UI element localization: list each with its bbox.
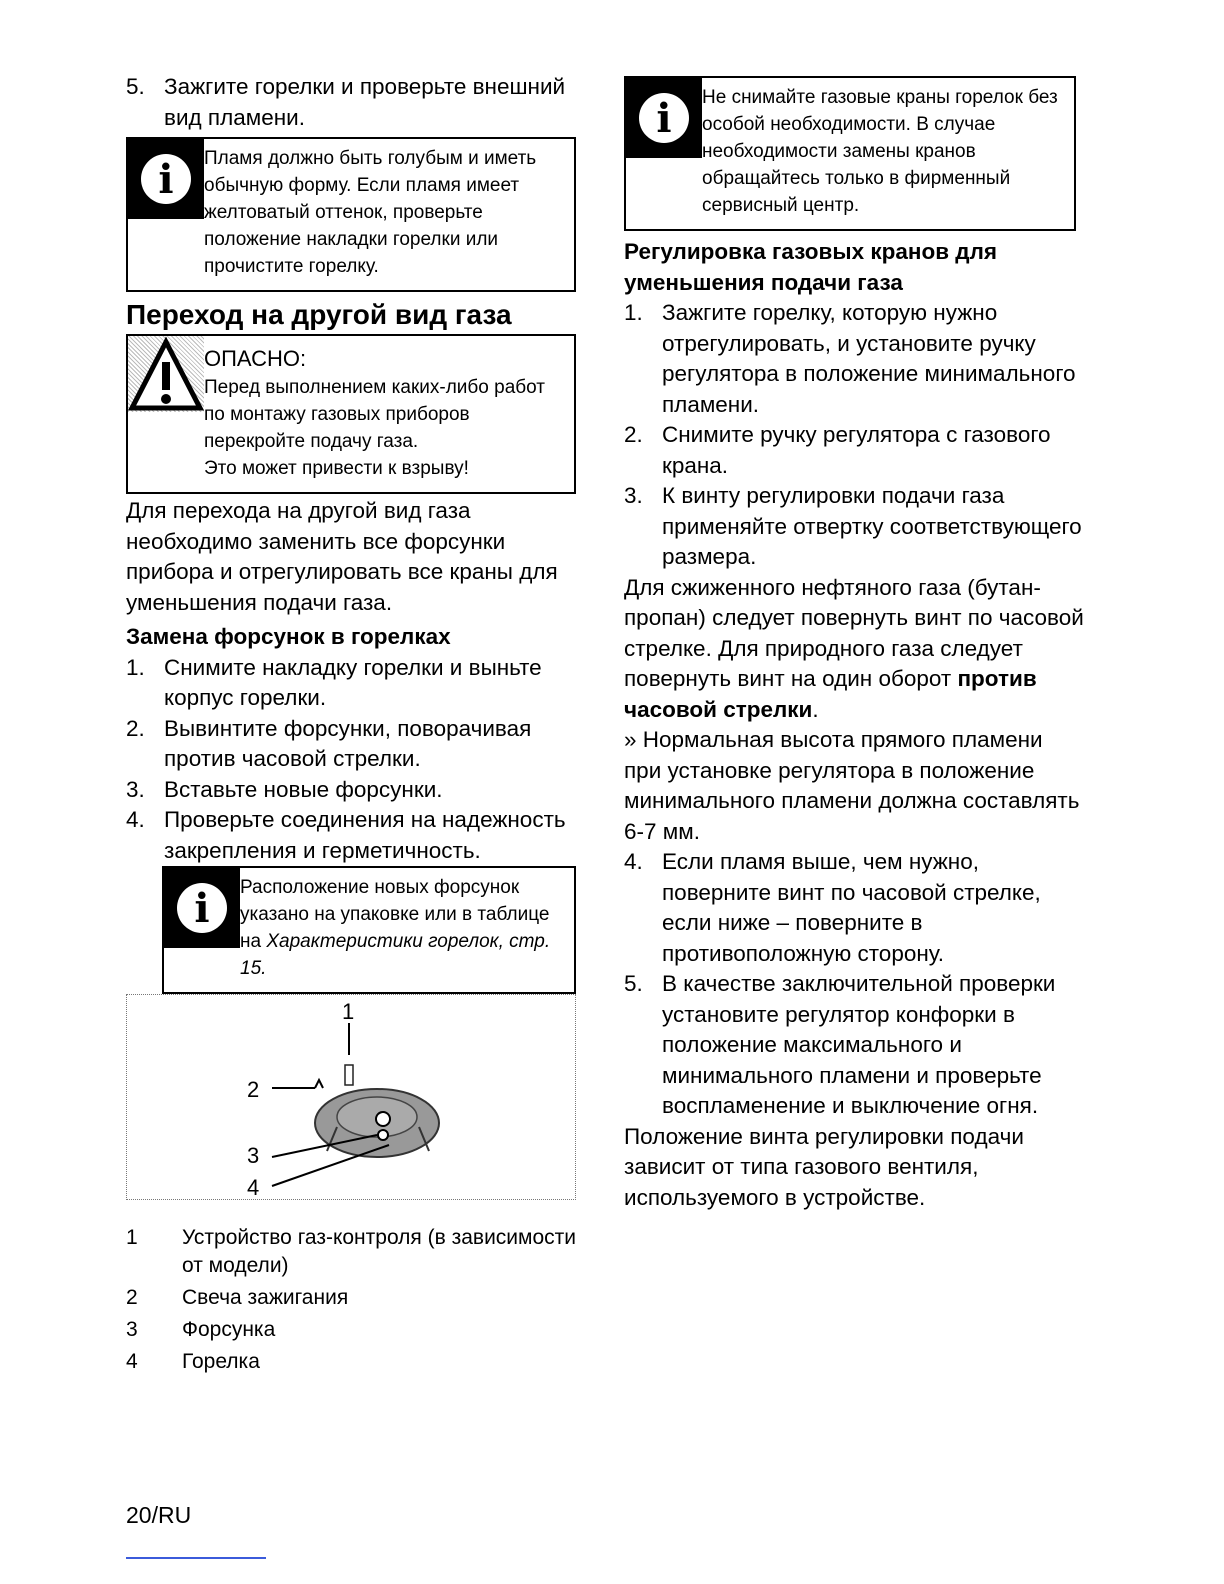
list-text: Вывинтите форсунки, поворачивая против часовой стрелки. bbox=[164, 715, 532, 771]
list-item bbox=[126, 653, 586, 714]
burner-figure bbox=[126, 994, 576, 1200]
info-note-nozzles bbox=[162, 866, 576, 994]
legend-number: 3 bbox=[126, 1318, 138, 1341]
danger-text: Перед выполнением каких-либо работ по монтажу газовых приборов перекройте подачу газа. bbox=[204, 377, 545, 452]
list-item bbox=[126, 775, 586, 806]
list-item bbox=[624, 298, 1084, 420]
list-number: 4. bbox=[624, 849, 643, 874]
list-item bbox=[624, 969, 1084, 1122]
list-number: 5. bbox=[126, 74, 145, 99]
info-note-text: Расположение новых форсунок указано на упаковке или в таблице на bbox=[240, 877, 550, 952]
info-icon: i bbox=[626, 78, 702, 158]
warning-icon bbox=[128, 336, 204, 412]
list-text: Зажгите горелку, которую нужно отрегулировать, и установите ручку регулятора в положение минимального пламени. bbox=[662, 300, 1076, 417]
subheading-nozzles: Замена форсунок в горелках bbox=[126, 624, 451, 649]
list-text: Если пламя выше, чем нужно, поверните винт по часовой стрелке, если ниже – поверните в противоположную сторону. bbox=[662, 849, 1041, 966]
info-note bbox=[126, 137, 576, 292]
section-title: Переход на другой вид газа bbox=[126, 299, 512, 330]
left-column bbox=[126, 72, 586, 1380]
legend-number: 1 bbox=[126, 1226, 138, 1249]
list-text: К винту регулировки подачи газа применяйте отвертку соответствующего размера. bbox=[662, 483, 1082, 569]
legend-item bbox=[126, 1224, 586, 1280]
subheading-adjustment: Регулировка газовых кранов для уменьшения подачи газа bbox=[624, 239, 997, 295]
list-number: 3. bbox=[126, 776, 145, 802]
list-text: Снимите накладку горелки и выньте корпус горелки. bbox=[164, 654, 542, 710]
info-note-reference: Характеристики горелок, стр. 15. bbox=[240, 931, 551, 979]
list-number: 1. bbox=[624, 300, 643, 325]
paragraph-text: Для сжиженного нефтяного газа (бутан-пропан) следует повернуть винт по часовой стрелке. Для природного газа следует повернуть винт на один оборот bbox=[624, 574, 1084, 691]
list-item bbox=[126, 805, 586, 866]
legend-item bbox=[126, 1284, 586, 1312]
legend-number: 2 bbox=[126, 1286, 138, 1309]
list-text: Вставьте новые форсунки. bbox=[164, 776, 443, 802]
list-number: 4. bbox=[126, 807, 145, 832]
list-number: 3. bbox=[624, 483, 643, 508]
legend-number: 4 bbox=[126, 1350, 138, 1373]
figure-label: 2 bbox=[247, 1077, 260, 1102]
legend-item bbox=[126, 1348, 586, 1376]
legend-text: Форсунка bbox=[182, 1318, 276, 1341]
info-note-text: Пламя должно быть голубым и иметь обычную форму. Если пламя имеет желтоватый оттенок, проверьте положение накладки горелки или прочистите горелку. bbox=[204, 148, 537, 277]
legend-item bbox=[126, 1316, 586, 1344]
info-icon: i bbox=[128, 139, 204, 219]
legend-text: Устройство газ-контроля (в зависимости от модели) bbox=[182, 1226, 577, 1277]
page-number: 20/RU bbox=[126, 1502, 192, 1528]
danger-note bbox=[126, 334, 576, 494]
figure-legend bbox=[126, 1224, 586, 1376]
figure-label: 1 bbox=[342, 999, 355, 1024]
list-item bbox=[126, 72, 586, 133]
paragraph-flame-height: » Нормальная высота прямого пламени при установке регулятора в положение минимального пламени должна составлять 6-7 мм. bbox=[624, 727, 1080, 844]
legend-text: Свеча зажигания bbox=[182, 1286, 349, 1309]
list-text: Проверьте соединения на надежность закрепления и герметичность. bbox=[164, 807, 566, 863]
list-number: 1. bbox=[126, 654, 145, 680]
legend-text: Горелка bbox=[182, 1350, 260, 1373]
figure-label: 4 bbox=[247, 1175, 260, 1200]
list-item bbox=[624, 481, 1084, 573]
list-number: 2. bbox=[126, 715, 145, 741]
info-icon: i bbox=[164, 868, 240, 948]
danger-title: ОПАСНО: bbox=[204, 346, 307, 371]
info-note-taps bbox=[624, 76, 1076, 231]
footer-divider bbox=[126, 1557, 266, 1559]
list-item bbox=[126, 714, 586, 775]
list-item bbox=[624, 420, 1084, 481]
list-number: 5. bbox=[624, 971, 643, 996]
list-text: Зажгите горелки и проверьте внешний вид пламени. bbox=[164, 74, 566, 130]
list-item bbox=[624, 847, 1084, 969]
paragraph-bold: против часовой стрелки bbox=[624, 666, 1037, 722]
info-note-text: Не снимайте газовые краны горелок без особой необходимости. В случае необходимости замены кранов обращайтесь только в фирменный сервисный центр. bbox=[702, 87, 1058, 216]
list-number: 2. bbox=[624, 422, 643, 447]
right-column bbox=[624, 72, 1084, 1213]
list-text: В качестве заключительной проверки установите регулятор конфорки в положение максимального и минимального пламени и проверьте воспламенение и выключение огня. bbox=[662, 971, 1056, 1118]
paragraph-screw-position: Положение винта регулировки подачи зависит от типа газового вентиля, используемого в устройстве. bbox=[624, 1123, 1024, 1210]
intro-paragraph: Для перехода на другой вид газа необходимо заменить все форсунки прибора и отрегулировать все краны для уменьшения подачи газа. bbox=[126, 498, 558, 615]
danger-text-2: Это может привести к взрыву! bbox=[204, 458, 469, 479]
paragraph-screw-direction bbox=[624, 573, 1084, 726]
paragraph-end: . bbox=[812, 696, 819, 722]
figure-label: 3 bbox=[247, 1143, 260, 1168]
list-text: Снимите ручку регулятора с газового крана. bbox=[662, 422, 1051, 478]
